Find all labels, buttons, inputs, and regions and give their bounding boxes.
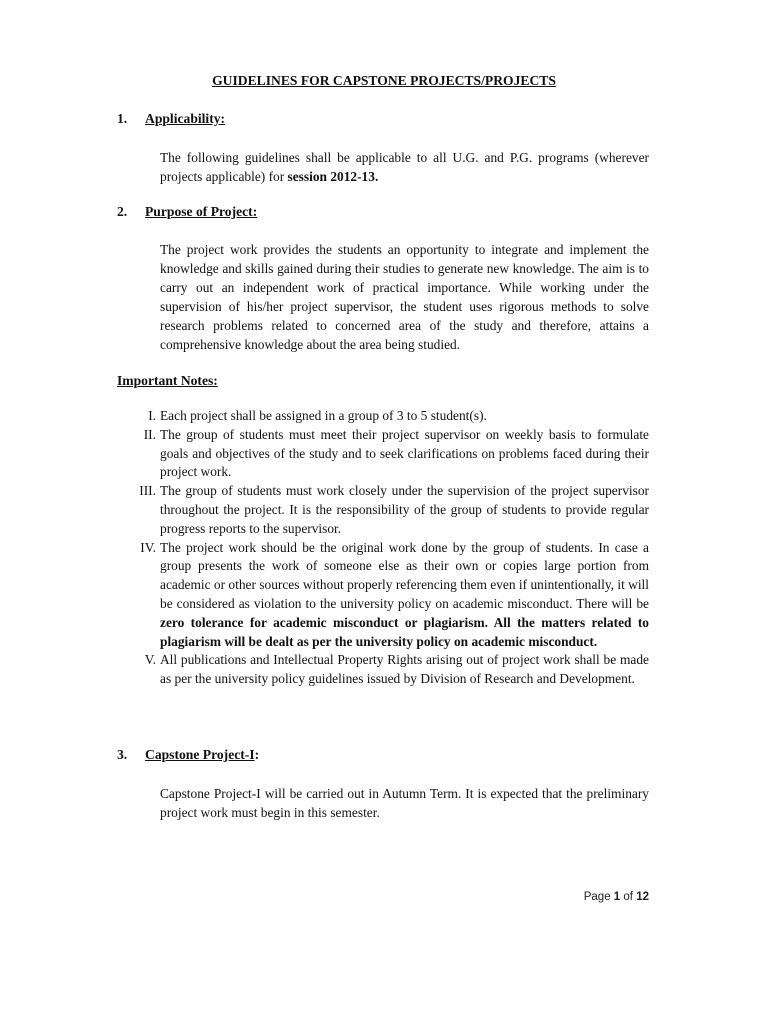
note-item bbox=[140, 539, 649, 652]
section-1-text bbox=[160, 148, 649, 186]
note-item bbox=[148, 407, 649, 426]
section-3-number: 3. bbox=[117, 747, 128, 762]
section-1-title: Applicability: bbox=[145, 111, 226, 126]
important-notes-list bbox=[0, 407, 768, 689]
section-2-heading bbox=[117, 204, 257, 220]
section-2-number: 2. bbox=[117, 204, 128, 219]
note-text: The group of students must meet their project supervisor on weekly basis to formulate goals and objectives of the study and to seek clarifications on problems faced during their project work. bbox=[160, 426, 649, 480]
note-text: Each project shall be assigned in a group of 3 to 5 student(s). bbox=[160, 408, 487, 423]
note-text: The group of students must work closely under the supervision of the project supervisor throughout the project. It is the responsibility of the group of students to provide regular progress reports to the supervisor. bbox=[160, 483, 649, 536]
important-notes-heading: Important Notes: bbox=[117, 373, 218, 388]
session-text: session 2012-13. bbox=[287, 169, 379, 184]
note-numeral: I. bbox=[148, 408, 156, 423]
note-text: All publications and Intellectual Property Rights arising out of project work shall be made as per the university policy guidelines issued by Division of Research and Development. bbox=[160, 652, 649, 687]
section-3-text: Capstone Project-I will be carried out in Autumn Term. It is expected that the preliminary project work must begin in this semester. bbox=[160, 786, 649, 820]
page-number-footer bbox=[584, 891, 649, 903]
page-label: Page bbox=[583, 891, 611, 903]
section-3-colon: : bbox=[254, 747, 260, 762]
document-title: GUIDELINES FOR CAPSTONE PROJECTS/PROJECTS bbox=[212, 73, 556, 88]
note-bold-text: zero tolerance for academic misconduct or plagiarism. All the matters related to plagiarism will be dealt as per the university policy on academic misconduct. bbox=[160, 614, 649, 649]
note-numeral: III. bbox=[139, 483, 156, 499]
section-1-number: 1. bbox=[117, 111, 128, 126]
section-2-text: The project work provides the students an opportunity to integrate and implement the knowledge and skills gained during their studies to generate new knowledge. The aim is to carry out an independent work of practical importance. While working under the supervision of his/her project supervisor, the student uses rigorous methods to solve research problems related to concerned area of the study and therefore, attains a comprehensive knowledge about the area being studied. bbox=[160, 242, 649, 352]
of-label: of bbox=[623, 891, 633, 903]
applicability-text: The following guidelines shall be applicable to all U.G. and P.G. programs (wherever projects applicable) for bbox=[160, 150, 649, 184]
section-3-heading bbox=[117, 747, 259, 763]
section-1-heading bbox=[117, 111, 225, 127]
section-2-title: Purpose of Project: bbox=[145, 204, 258, 219]
note-numeral: V. bbox=[144, 652, 156, 668]
note-numeral: II. bbox=[143, 426, 156, 442]
note-item bbox=[139, 482, 649, 538]
section-3-title: Capstone Project-I bbox=[145, 747, 255, 762]
note-text: The project work should be the original work done by the group of students. In case a group presents the work of someone else as their own or copies large portion from academic or other sources without properly referencing them even if unintentionally, it will be considered as violation to the university policy on academic misconduct. There will be bbox=[160, 539, 649, 611]
note-item bbox=[143, 426, 649, 482]
note-numeral: IV. bbox=[140, 539, 156, 555]
note-item bbox=[144, 651, 649, 689]
total-pages: 12 bbox=[636, 891, 649, 903]
current-page: 1 bbox=[613, 891, 621, 903]
